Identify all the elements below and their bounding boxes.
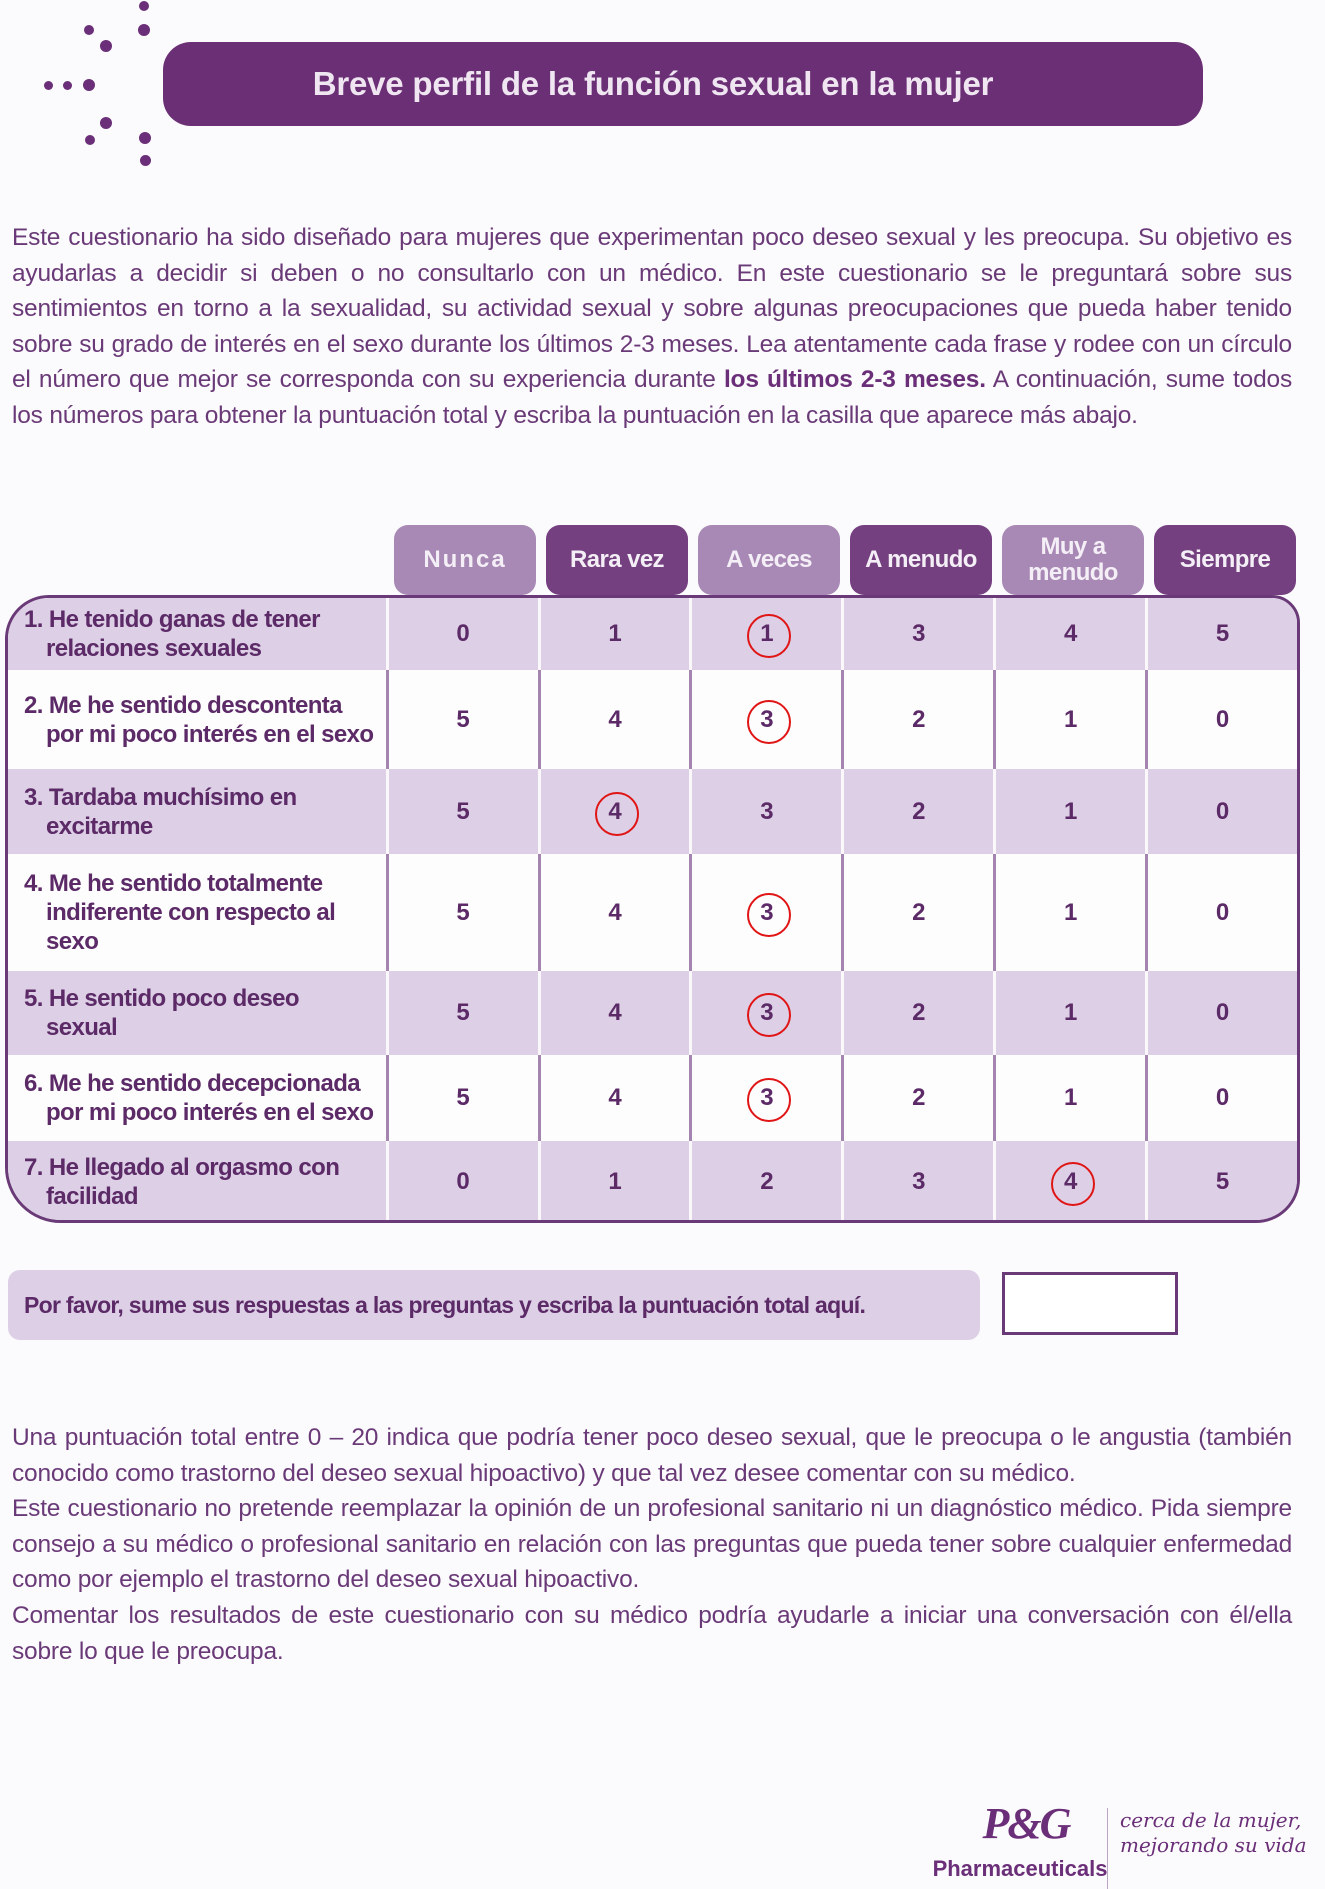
answer-option[interactable] [689,769,841,854]
answer-value: 0 [1215,705,1230,733]
answer-value: 2 [912,705,926,733]
logo-mark: P&G [982,1799,1070,1848]
dot-icon [100,40,112,52]
answer-option-selected[interactable] [689,670,841,769]
answer-option[interactable] [1145,854,1297,971]
answer-value: 4 [1063,1168,1078,1195]
dot-icon [100,117,112,129]
question-text: 4. Me he sentido totalmente indiferente con respecto al sexo [24,870,336,955]
table-row [8,769,1297,854]
intro-paragraph [12,220,1292,434]
answer-value: 2 [912,797,926,825]
dot-icon [63,81,72,90]
column-header-label: A menudo [865,546,977,573]
answer-value: 3 [760,898,774,926]
answer-option[interactable] [538,854,690,971]
question-cell [8,1055,386,1141]
answer-value: 5 [1215,620,1230,647]
answer-option[interactable] [538,598,690,670]
answer-value: 2 [912,898,926,926]
table-row [8,670,1297,769]
question-cell [8,670,386,769]
tagline-line-1: cerca de la mujer, [1120,1808,1302,1832]
answer-value: 1 [608,620,622,647]
question-text: 5. He sentido poco deseo sexual [24,985,299,1041]
answer-value: 0 [1215,1084,1230,1111]
intro-text-continued: A continuación, sume todos los números para obtener la puntuación total y escriba la puntuación en la casilla que aparece más abajo. [12,366,1292,429]
answer-option[interactable] [993,769,1145,854]
answer-value: 5 [456,1084,470,1111]
column-header-a-menudo [850,525,992,595]
answer-value: 3 [760,705,774,733]
column-header-label: Nunca [423,546,507,573]
answer-option[interactable] [841,1141,993,1223]
answer-option-selected[interactable] [689,971,841,1055]
answer-value: 4 [608,705,622,733]
table-row [8,598,1297,670]
answer-value: 5 [456,797,470,825]
question-text: 3. Tardaba muchísimo en excitarme [24,783,297,840]
answer-value: 0 [1215,898,1230,926]
answer-option[interactable] [841,769,993,854]
answer-option[interactable] [386,854,538,971]
answer-option[interactable] [841,1055,993,1141]
answer-value: 1 [1063,898,1078,926]
answer-value: 3 [912,1168,926,1195]
answer-option[interactable] [841,854,993,971]
answer-value: 4 [608,999,622,1026]
dot-icon [139,1,149,11]
answer-option[interactable] [386,971,538,1055]
answer-option[interactable] [386,598,538,670]
logo-divider [1107,1808,1108,1889]
answer-value: 1 [760,620,774,647]
answer-value: 4 [1063,620,1078,647]
outro-paragraph-discuss: Comentar los resultados de este cuestionario con su médico podría ayudarle a iniciar una conversación con él/ella sobre lo que le preocupa. [12,1601,1292,1665]
outro-paragraph-disclaimer: Este cuestionario no pretende reemplazar la opinión de un profesional sanitario ni un diagnóstico médico. Pida siempre consejo a su médico o profesional sanitario en relación con las preguntas que pueda tener sobre cualquier enfermedad como por ejemplo el trastorno del deseo sexual hipoactivo. [12,1495,1292,1594]
title-banner [163,42,1203,126]
answer-value: 1 [1063,1084,1078,1111]
table-row [8,1055,1297,1141]
pg-pharmaceuticals-logo [930,1799,1110,1882]
table-row [8,971,1297,1055]
table-row [8,1141,1297,1223]
answer-value: 4 [608,797,622,825]
column-header-nunca [394,525,536,595]
answer-value: 3 [760,999,774,1026]
answer-value: 0 [1215,999,1230,1026]
questionnaire-table [5,595,1300,1223]
answer-option[interactable] [1145,598,1297,670]
outro-paragraph-score: Una puntuación total entre 0 – 20 indica que podría tener poco deseo sexual, que le preocupa o le angustia (también conocido como trastorno del deseo sexual hipoactivo) y que tal vez desee comentar con su médico. [12,1424,1292,1487]
answer-option[interactable] [993,598,1145,670]
answer-value: 1 [1063,999,1078,1026]
column-header-a-veces [698,525,840,595]
answer-option[interactable] [538,1141,690,1223]
total-instruction [8,1270,980,1340]
dot-icon [139,132,151,144]
question-text: 1. He tenido ganas de tener relaciones sexuales [24,606,320,662]
intro-text: Este cuestionario ha sido diseñado para mujeres que experimentan poco deseo sexual y les preocupa. Su objetivo es ayudarlas a decidir si deben o no consultarlo con un médico. En este cuestionario se le preguntará sobre sus sentimientos en torno a la sexualidad, su actividad sexual y sobre algunas preocupaciones que pueda haber tenido sobre su grado de interés en el sexo durante los últimos 2-3 meses. Lea atentamente cada frase y rodee con un círculo el número que mejor se corresponda con su experiencia durante [12,224,1292,394]
answer-option-selected[interactable] [538,769,690,854]
answer-option-selected[interactable] [689,1055,841,1141]
answer-option[interactable] [1145,769,1297,854]
answer-value: 4 [608,1084,622,1111]
answer-option-selected[interactable] [689,598,841,670]
answer-value: 2 [912,1084,926,1111]
column-header-label: Rara vez [570,546,664,573]
column-header-label: Muy a menudo [1028,533,1118,586]
dot-icon [84,25,94,35]
answer-option[interactable] [841,670,993,769]
answer-option[interactable] [841,598,993,670]
question-cell [8,598,386,670]
answer-value: 2 [912,999,926,1026]
answer-option[interactable] [993,670,1145,769]
question-text: 6. Me he sentido decepcionada por mi poco interés en el sexo [24,1070,374,1126]
question-cell [8,1141,386,1223]
answer-option[interactable] [538,670,690,769]
answer-value: 5 [456,999,470,1026]
question-text: 7. He llegado al orgasmo con facilidad [24,1154,340,1210]
answer-option[interactable] [538,1055,690,1141]
table-row [8,854,1297,971]
answer-value: 2 [760,1168,774,1195]
dot-icon [44,81,53,90]
question-cell [8,971,386,1055]
answer-value: 5 [456,705,470,733]
page-title: Breve perfil de la función sexual en la mujer [312,65,994,102]
column-header-muy-a-menudo [1002,525,1144,595]
tagline-line-2: mejorando su vida [1120,1833,1307,1857]
column-header-label: Siempre [1179,546,1271,573]
answer-option[interactable] [1145,1055,1297,1141]
dot-icon [138,24,150,36]
answer-option[interactable] [993,854,1145,971]
intro-bold-text: los últimos 2-3 meses. [723,366,986,394]
answer-option[interactable] [1145,971,1297,1055]
logo-subtitle: Pharmaceuticals [932,1856,1108,1881]
answer-value: 5 [1215,1168,1230,1195]
brand-tagline [1120,1808,1307,1858]
answer-option[interactable] [1145,670,1297,769]
answer-value: 1 [1063,705,1078,733]
answer-option[interactable] [993,1055,1145,1141]
answer-option[interactable] [993,971,1145,1055]
answer-option[interactable] [386,1055,538,1141]
answer-option-selected[interactable] [993,1141,1145,1223]
answer-value: 3 [760,1084,774,1111]
answer-option[interactable] [538,971,690,1055]
question-cell [8,854,386,971]
answer-value: 5 [456,898,470,926]
answer-option[interactable] [1145,1141,1297,1223]
answer-value: 0 [456,620,470,647]
outro-section [12,1420,1292,1669]
total-score-box[interactable] [1002,1272,1178,1335]
answer-option[interactable] [841,971,993,1055]
answer-value: 4 [608,898,622,926]
answer-option[interactable] [386,769,538,854]
answer-value: 3 [912,620,926,647]
dot-icon [85,135,95,145]
total-instruction-label: Por favor, sume sus respuestas a las preguntas y escriba la puntuación total aquí. [24,1291,866,1318]
answer-value: 0 [456,1168,470,1195]
answer-option[interactable] [689,1141,841,1223]
column-header-siempre [1154,525,1296,595]
dot-icon [83,79,95,91]
answer-option[interactable] [386,1141,538,1223]
column-header-label: A veces [726,546,812,573]
dot-icon [140,155,151,166]
question-cell [8,769,386,854]
answer-value: 0 [1215,797,1230,825]
question-text: 2. Me he sentido descontenta por mi poco interés en el sexo [24,691,374,748]
answer-option-selected[interactable] [689,854,841,971]
answer-value: 1 [1063,797,1078,825]
column-header-rara-vez [546,525,688,595]
answer-value: 1 [608,1168,622,1195]
answer-value: 3 [760,797,774,825]
answer-option[interactable] [386,670,538,769]
